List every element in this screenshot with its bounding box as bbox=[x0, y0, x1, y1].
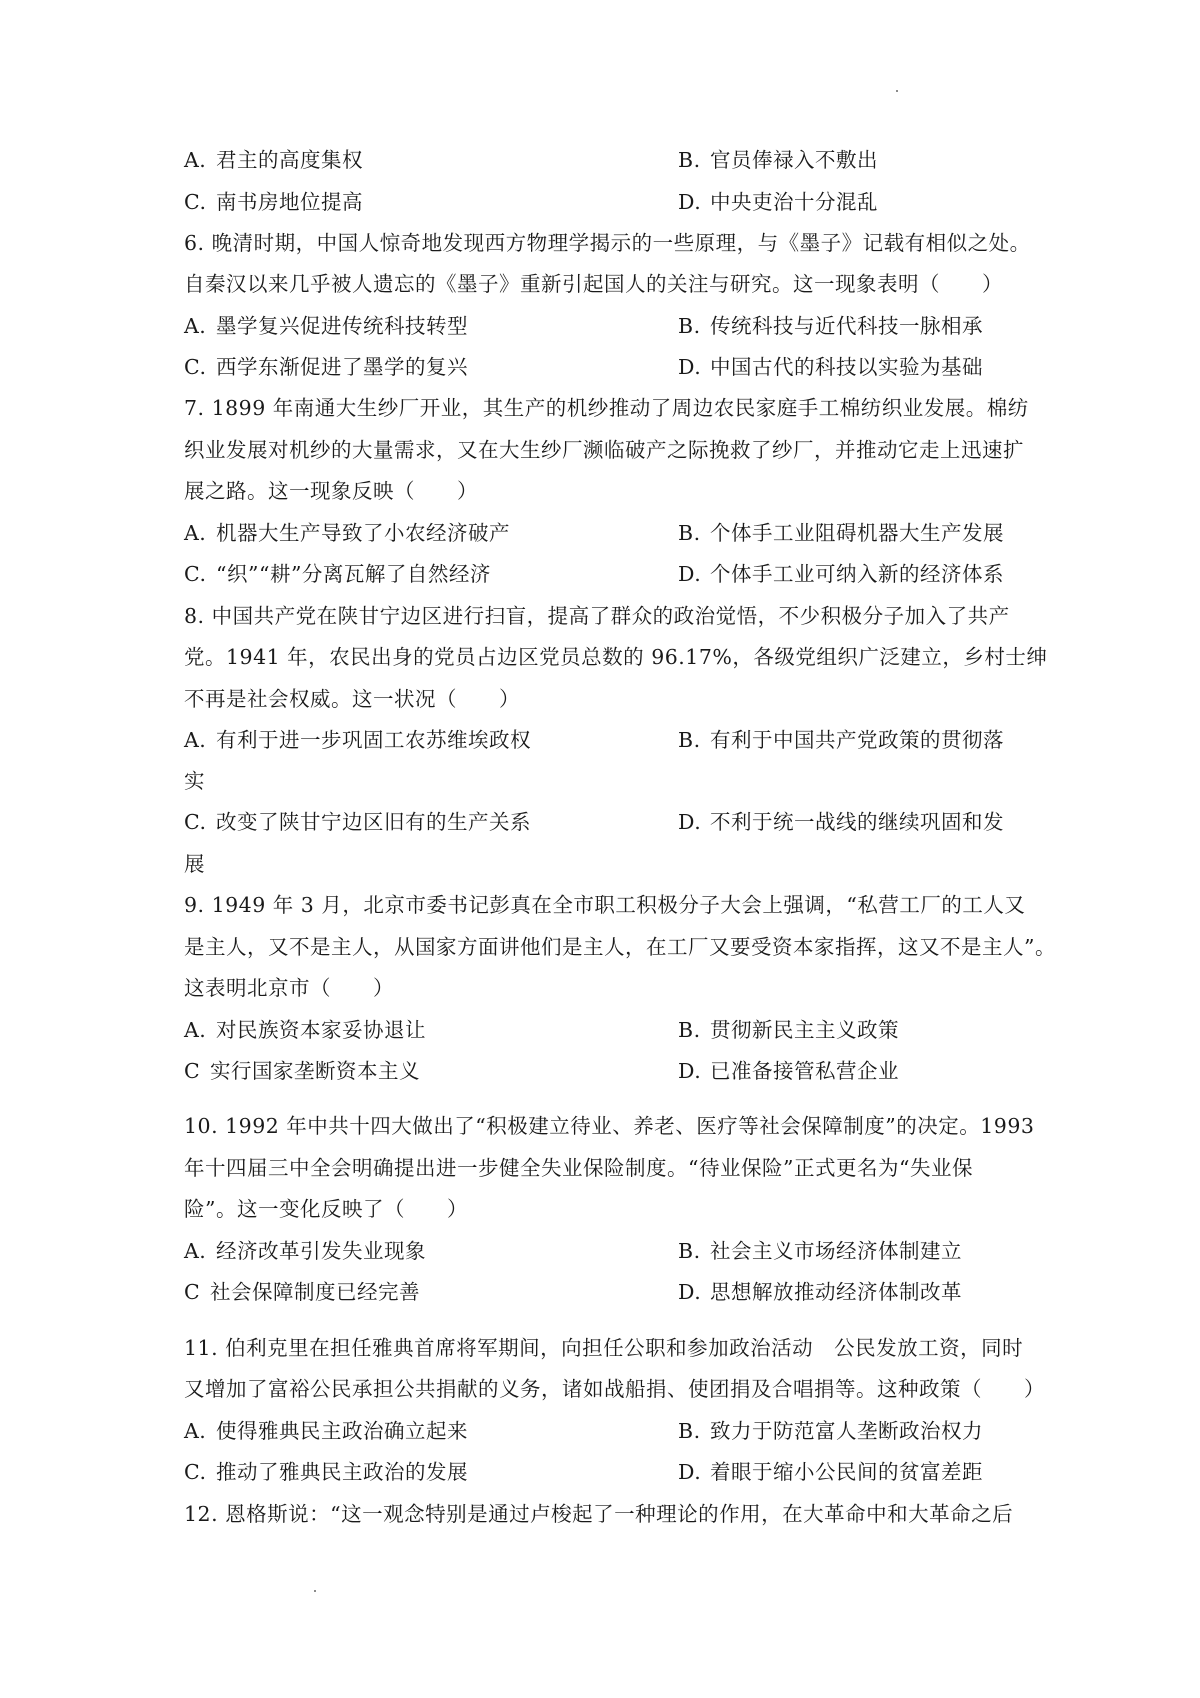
option-b: B. 传统科技与近代科技一脉相承 bbox=[678, 314, 983, 338]
scan-speck bbox=[896, 90, 898, 92]
option-d: D. 中国古代的科技以实验为基础 bbox=[678, 355, 983, 379]
option-c: C. 推动了雅典民主政治的发展 bbox=[184, 1460, 468, 1484]
option-c: C. 南书房地位提高 bbox=[184, 190, 363, 214]
question-stem-line: 这表明北京市（ ） bbox=[184, 976, 394, 1000]
option-a: A. 使得雅典民主政治确立起来 bbox=[184, 1419, 468, 1443]
option-d: D. 已准备接管私营企业 bbox=[678, 1059, 899, 1083]
option-c: C. 西学东渐促进了墨学的复兴 bbox=[184, 355, 468, 379]
question-stem-line: 自秦汉以来几乎被人遗忘的《墨子》重新引起国人的关注与研究。这一现象表明（ ） bbox=[184, 272, 1003, 296]
option-c: C 实行国家垄断资本主义 bbox=[184, 1059, 420, 1083]
option-b: B. 官员俸禄入不敷出 bbox=[678, 148, 878, 172]
option-d: D. 着眼于缩小公民间的贫富差距 bbox=[678, 1460, 983, 1484]
option-c: C 社会保障制度已经完善 bbox=[184, 1280, 420, 1304]
question-stem-line: 展之路。这一现象反映（ ） bbox=[184, 479, 478, 503]
option-a: A. 墨学复兴促进传统科技转型 bbox=[184, 314, 468, 338]
option-b: B. 致力于防范富人垄断政治权力 bbox=[678, 1419, 983, 1443]
question-stem-line: 党。1941 年，农民出身的党员占边区党员总数的 96.17%，各级党组织广泛建立，乡村士绅 bbox=[184, 645, 1048, 669]
question-stem-line: 8. 中国共产党在陕甘宁边区进行扫盲，提高了群众的政治觉悟，不少积极分子加入了共产 bbox=[184, 604, 1010, 628]
option-d: D. 思想解放推动经济体制改革 bbox=[678, 1280, 962, 1304]
option-a: A. 对民族资本家妥协退让 bbox=[184, 1018, 426, 1042]
question-stem-line: 是主人，又不是主人，从国家方面讲他们是主人，在工厂又要受资本家指挥，这又不是主人”。 bbox=[184, 935, 1056, 959]
question-stem-line: 9. 1949 年 3 月，北京市委书记彭真在全市职工积极分子大会上强调，“私营工厂的工人又 bbox=[184, 893, 1026, 917]
question-stem-line: 7. 1899 年南通大生纱厂开业，其生产的机纱推动了周边农民家庭手工棉纺织业发展。棉纺 bbox=[184, 396, 1029, 420]
option-c: C. 改变了陕甘宁边区旧有的生产关系 bbox=[184, 810, 531, 834]
question-stem-line: 6. 晚清时期，中国人惊奇地发现西方物理学揭示的一些原理，与《墨子》记载有相似之处。 bbox=[184, 231, 1031, 255]
option-b: B. 有利于中国共产党政策的贯彻落 bbox=[678, 728, 1004, 752]
option-b: B. 贯彻新民主主义政策 bbox=[678, 1018, 899, 1042]
question-stem-line: 10. 1992 年中共十四大做出了“积极建立待业、养老、医疗等社会保障制度”的决定。1993 bbox=[184, 1114, 1035, 1138]
option-a: A. 机器大生产导致了小农经济破产 bbox=[184, 521, 510, 545]
option-d: D. 中央吏治十分混乱 bbox=[678, 190, 878, 214]
question-stem-line: 12. 恩格斯说：“这一观念特别是通过卢梭起了一种理论的作用，在大革命中和大革命之后 bbox=[184, 1502, 1014, 1526]
option-a: A. 有利于进一步巩固工农苏维埃政权 bbox=[184, 728, 531, 752]
option-d-continuation: 展 bbox=[184, 852, 205, 876]
option-a: A. 经济改革引发失业现象 bbox=[184, 1239, 426, 1263]
question-stem-line: 11. 伯利克里在担任雅典首席将军期间，向担任公职和参加政治活动 公民发放工资，同时 bbox=[184, 1336, 1024, 1360]
option-b: B. 社会主义市场经济体制建立 bbox=[678, 1239, 962, 1263]
question-stem-line: 险”。这一变化反映了（ ） bbox=[184, 1197, 468, 1221]
question-stem-line: 不再是社会权威。这一状况（ ） bbox=[184, 687, 520, 711]
option-a: A. 君主的高度集权 bbox=[184, 148, 363, 172]
option-d: D. 不利于统一战线的继续巩固和发 bbox=[678, 810, 1004, 834]
question-stem-line: 又增加了富裕公民承担公共捐献的义务，诸如战船捐、使团捐及合唱捐等。这种政策（ ） bbox=[184, 1377, 1045, 1401]
option-d: D. 个体手工业可纳入新的经济体系 bbox=[678, 562, 1004, 586]
option-c: C. “织”“耕”分离瓦解了自然经济 bbox=[184, 562, 491, 586]
option-b-continuation: 实 bbox=[184, 769, 205, 793]
scan-speck bbox=[314, 1590, 316, 1592]
question-stem-line: 年十四届三中全会明确提出进一步健全失业保险制度。“待业保险”正式更名为“失业保 bbox=[184, 1156, 973, 1180]
question-stem-line: 织业发展对机纱的大量需求，又在大生纱厂濒临破产之际挽救了纱厂，并推动它走上迅速扩 bbox=[184, 438, 1024, 462]
option-b: B. 个体手工业阻碍机器大生产发展 bbox=[678, 521, 1004, 545]
